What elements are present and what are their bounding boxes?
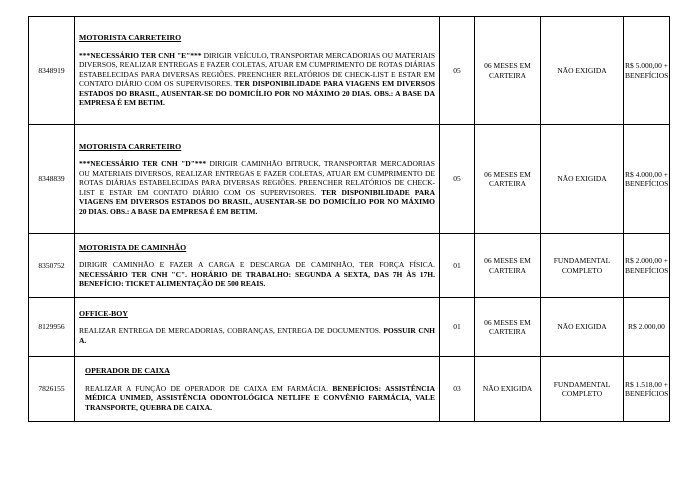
job-education: FUNDAMENTAL COMPLETO — [541, 234, 624, 298]
job-title: OFFICE-BOY — [79, 308, 128, 318]
job-description-cell — [75, 357, 440, 422]
job-salary: R$ 2.000,00 — [624, 298, 670, 357]
job-description-bold: BENEFÍCIOS: ASSISTÊNCIA MÉDICA UNIMED, ASSISTÊNCIA ODONTOLÓGICA NETLIFE E CONVÊNIO FARMÁCIA, VALE TRANSPORTE, QUEBRA DE CAIXA. — [85, 383, 436, 412]
job-description-text: DIRIGIR CAMINHÃO BITRUCK, TRANSPORTAR MERCADORIAS OU MATERIAIS DIVERSOS, REALIZAR ENTREGAS E FAZER COLETAS, ATUAR EM CUMPRIMENTO DE ROTAS DIÁRIAS ESTABELECIDAS PARA DIVERSAS REGIÕES. PREENCHER RELATÓRIOS DE CHECK-LIST E ESTAR EM CONTATO DIÁRIO COM OS SUPERVISORES. — [79, 159, 435, 197]
job-description-text: DIRIGIR CAMINHÃO E FAZER A CARGA E DESCARGA DE CAMINHÃO, TER FORÇA FÍSICA. — [79, 260, 435, 269]
job-description-cell — [75, 125, 440, 234]
job-quantity: 01 — [440, 234, 475, 298]
job-education: FUNDAMENTAL COMPLETO — [541, 357, 624, 422]
job-experience: NÃO EXIGIDA — [475, 357, 541, 422]
job-experience: 06 MESES EM CARTEIRA — [475, 17, 541, 125]
job-salary: R$ 1.518,00 + BENEFÍCIOS — [624, 357, 670, 422]
job-code: 8129956 — [29, 298, 75, 357]
job-title: MOTORISTA CARRETEIRO — [79, 33, 182, 43]
job-description-cell — [75, 298, 440, 357]
job-description-bold: POSSUIR CNH A. — [79, 326, 435, 345]
job-education: NÃO EXIGIDA — [541, 298, 624, 357]
job-title: MOTORISTA DE CAMINHÃO — [79, 242, 187, 252]
table-row — [29, 234, 670, 298]
job-code: 8348839 — [29, 125, 75, 234]
job-description-bold-2: TER DISPONIBILIDADE PARA VIAGENS EM DIVERSOS ESTADOS DO BRASIL, AUSENTAR-SE DO DOMICÍLIO POR NO MÁXIMO 20 DIAS. OBS.: A BASE DA EMPRESA É EM BETIM. — [79, 187, 435, 216]
job-description-bold-2: TER DISPONIBILIDADE PARA VIAGENS EM DIVERSOS ESTADOS DO BRASIL, AUSENTAR-SE DO DOMICÍLIO POR NO MÁXIMO 20 DIAS. OBS.: A BASE DA EMPRESA É EM BETIM. — [79, 79, 435, 108]
job-education: NÃO EXIGIDA — [541, 125, 624, 234]
job-quantity: 01 — [440, 298, 475, 357]
job-title: MOTORISTA CARRETEIRO — [79, 141, 182, 151]
table-row — [29, 298, 670, 357]
job-description-text: REALIZAR A FUNÇÃO DE OPERADOR DE CAIXA EM FARMÁCIA. — [85, 383, 333, 393]
job-title: OPERADOR DE CAIXA — [85, 366, 170, 375]
job-experience: 06 MESES EM CARTEIRA — [475, 234, 541, 298]
table-row — [29, 357, 670, 422]
job-salary: R$ 5.000,00 + BENEFÍCIOS — [624, 17, 670, 125]
job-quantity: 05 — [440, 125, 475, 234]
job-salary: R$ 4.000,00 + BENEFÍCIOS — [624, 125, 670, 234]
job-education: NÃO EXIGIDA — [541, 17, 624, 125]
job-description-bold: ***NECESSÁRIO TER CNH "E"*** — [79, 50, 202, 60]
table-row — [29, 125, 670, 234]
job-code: 8350752 — [29, 234, 75, 298]
job-description-bold: ***NECESSÁRIO TER CNH "D"*** — [79, 159, 207, 169]
job-listings-table — [28, 16, 670, 422]
job-experience: 06 MESES EM CARTEIRA — [475, 298, 541, 357]
job-description-text: REALIZAR ENTREGA DE MERCADORIAS, COBRANÇAS, ENTREGA DE DOCUMENTOS. — [79, 326, 384, 336]
job-description-text: DIRIGIR VEÍCULO, TRANSPORTAR MERCADORIAS OU MATERIAIS DIVERSOS, REALIZAR ENTREGAS E FAZER COLETAS, ATUAR EM CUMPRIMENTO DE ROTAS DIÁRIAS ESTABELECIDAS PARA DIVERSAS REGIÕES. PREENCHER RELATÓRIOS DE CHECK-LIST E ESTAR EM CONTATO DIÁRIO COM OS SUPERVISORES. — [79, 50, 435, 89]
job-experience: 06 MESES EM CARTEIRA — [475, 125, 541, 234]
job-description-cell — [75, 234, 440, 298]
job-quantity: 05 — [440, 17, 475, 125]
job-code: 7826155 — [29, 357, 75, 422]
job-description-bold: NECESSÁRIO TER CNH "C". HORÁRIO DE TRABALHO: SEGUNDA A SEXTA, DAS 7H ÀS 17H. BENEFÍCIO: TICKET ALIMENTAÇÃO DE 500 REAIS. — [79, 269, 435, 288]
job-salary: R$ 2.000,00 + BENEFÍCIOS — [624, 234, 670, 298]
job-code: 8348919 — [29, 17, 75, 125]
job-description-cell — [75, 17, 440, 125]
table-row — [29, 17, 670, 125]
job-quantity: 03 — [440, 357, 475, 422]
